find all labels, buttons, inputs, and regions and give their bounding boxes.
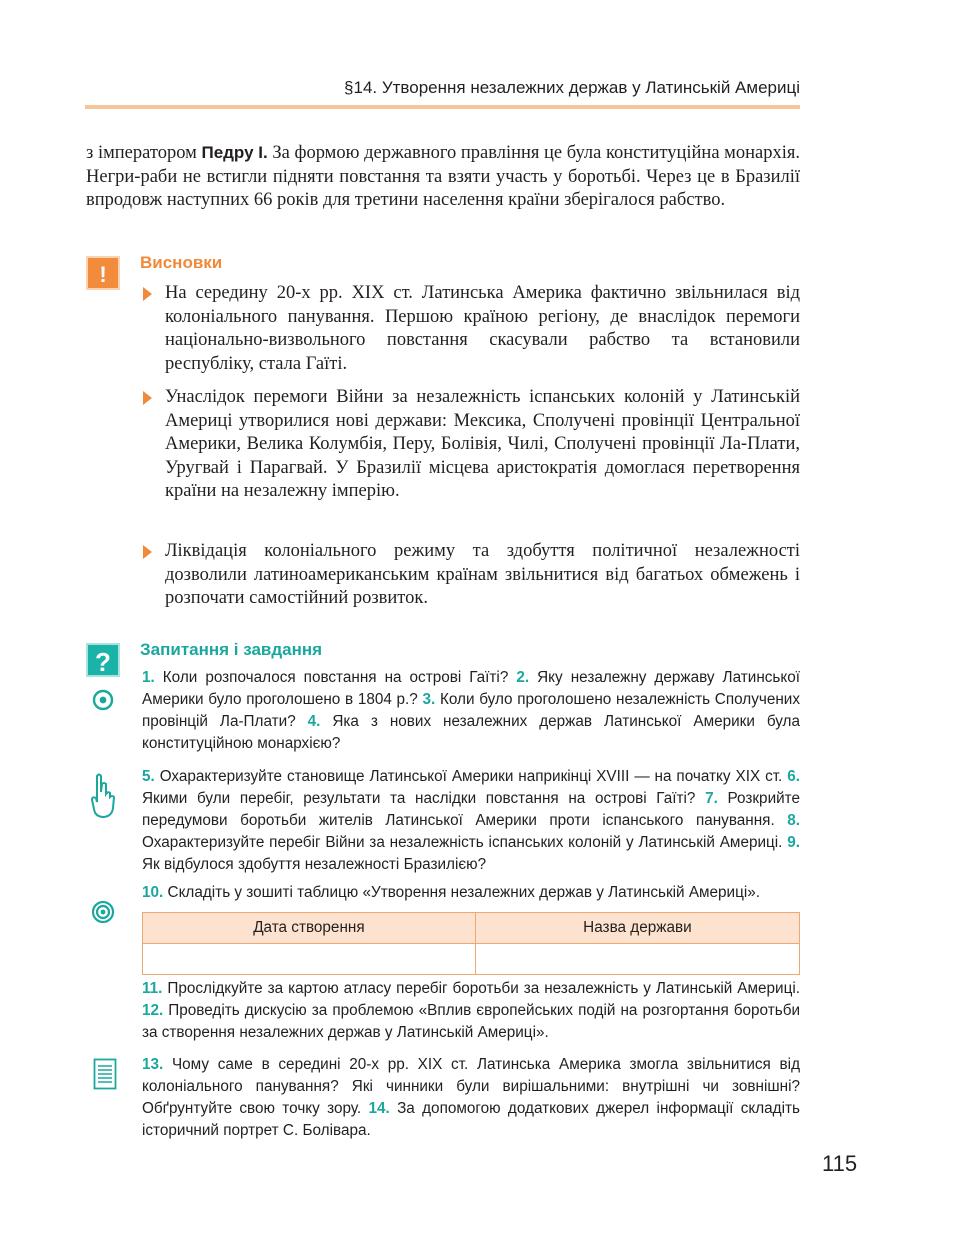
table-row	[143, 944, 800, 975]
blank-table	[142, 912, 800, 975]
conclusion-item: Ліквідація колоніального режиму та здобуття політичної незалежності дозволили латиноамериканським країнам звільнитися від багатьох обмежень і розпочати самостійний розвиток.	[143, 540, 800, 611]
question-group-1: 1. Коли розпочалося повстання на острові Гаїті? 2. Яку незалежну державу Латинської Америки було проголошено в 1804 р.? 3. Коли було проголошено незалежність Сполучених провінцій Ла-Плати? 4. Яка з нових незалежних держав Латинської Америки була конституційною монархією?	[142, 669, 801, 752]
bullet-arrow-icon	[143, 287, 152, 301]
bullet-arrow-icon	[143, 545, 152, 559]
questions-title: Запитання і завдання	[140, 640, 323, 659]
conclusion-item: Унаслідок перемоги Війни за незалежність іспанських колоній у Латинській Америці утворилися нові держави: Мексика, Сполучені провінції Центральної Америки, Велика Колумбія, Перу, Болівія, Чилі, Сполучені провінції Ла-Плати, Уругвай і Парагвай. У Бразилії місцева аристократія домоглася перетворення країни на незалежну імперію.	[143, 386, 800, 504]
intro-paragraph	[86, 141, 800, 213]
table-header-date: Дата створення	[143, 913, 476, 944]
target-dot-icon	[91, 688, 115, 712]
document-icon	[93, 1058, 117, 1090]
question-group-2: 5. Охарактеризуйте становище Латинської Америки наприкінці XVIII — на початку XIX ст. 6. Якими були перебіг, результати та наслідки повстання на острові Гаїті? 7. Розкрийте передумови боротьби жителів Латинської Америки проти іспанського панування. 8. Охарактеризуйте перебіг Війни за незалежність іспанських колоній у Латинській Америці. 9. Як відбулося здобуття незалежності Бразилією?	[142, 768, 800, 873]
conclusions-title: Висновки	[140, 253, 223, 272]
conclusion-item: На середину 20-х рр. XIX ст. Латинська Америка фактично звільнилася від колоніального панування. Першою країною регіону, де внаслідок перемоги національно-визвольного повстання скасували рабство та встановили республіку, стала Гаїті.	[143, 282, 800, 376]
bullet-arrow-icon	[143, 391, 152, 405]
table-header-state: Назва держави	[475, 913, 799, 944]
intro-text-2: За формою державного правління це була конституційна монархія. Негри-раби не встигли підняти повстання та взяти участь у боротьбі. Через це в Бразилії впродовж наступних 66 років для третини населення країни зберігалося рабство.	[86, 143, 801, 210]
question-10: 10. Складіть у зошиті таблицю «Утворення незалежних держав у Латинській Америці».	[142, 884, 761, 901]
table-header-row	[143, 913, 800, 944]
table-cell	[475, 944, 799, 975]
table-cell	[143, 944, 476, 975]
intro-text-1: з імператором	[86, 143, 202, 163]
question-group-3: 11. Прослідкуйте за картою атласу перебіг боротьби за незалежність у Латинській Америці. 12. Проведіть дискусію за проблемою «Вплив європейських подій на розгортання боротьби за створення незалежних держав у Латинській Америці».	[142, 980, 800, 1041]
exclamation-icon: !	[86, 256, 120, 290]
question-icon: ?	[86, 643, 120, 677]
bullseye-icon	[91, 900, 115, 924]
pointing-hand-icon	[88, 772, 118, 820]
page-number: 115	[822, 1151, 858, 1176]
question-group-4: 13. Чому саме в середині 20-х рр. XIX ст. Латинська Америка змогла звільнитися від колоніального панування? Які чинники були вирішальними: внутрішні чи зовнішні? Обґрунтуйте свою точку зору. 14. За допомогою додаткових джерел інформації складіть історичний портрет С. Болівара.	[142, 1056, 800, 1139]
intro-bold-name: Педру І.	[201, 143, 268, 162]
header-rule	[85, 105, 800, 109]
running-header: §14. Утворення незалежних держав у Латинській Америці	[344, 78, 800, 97]
